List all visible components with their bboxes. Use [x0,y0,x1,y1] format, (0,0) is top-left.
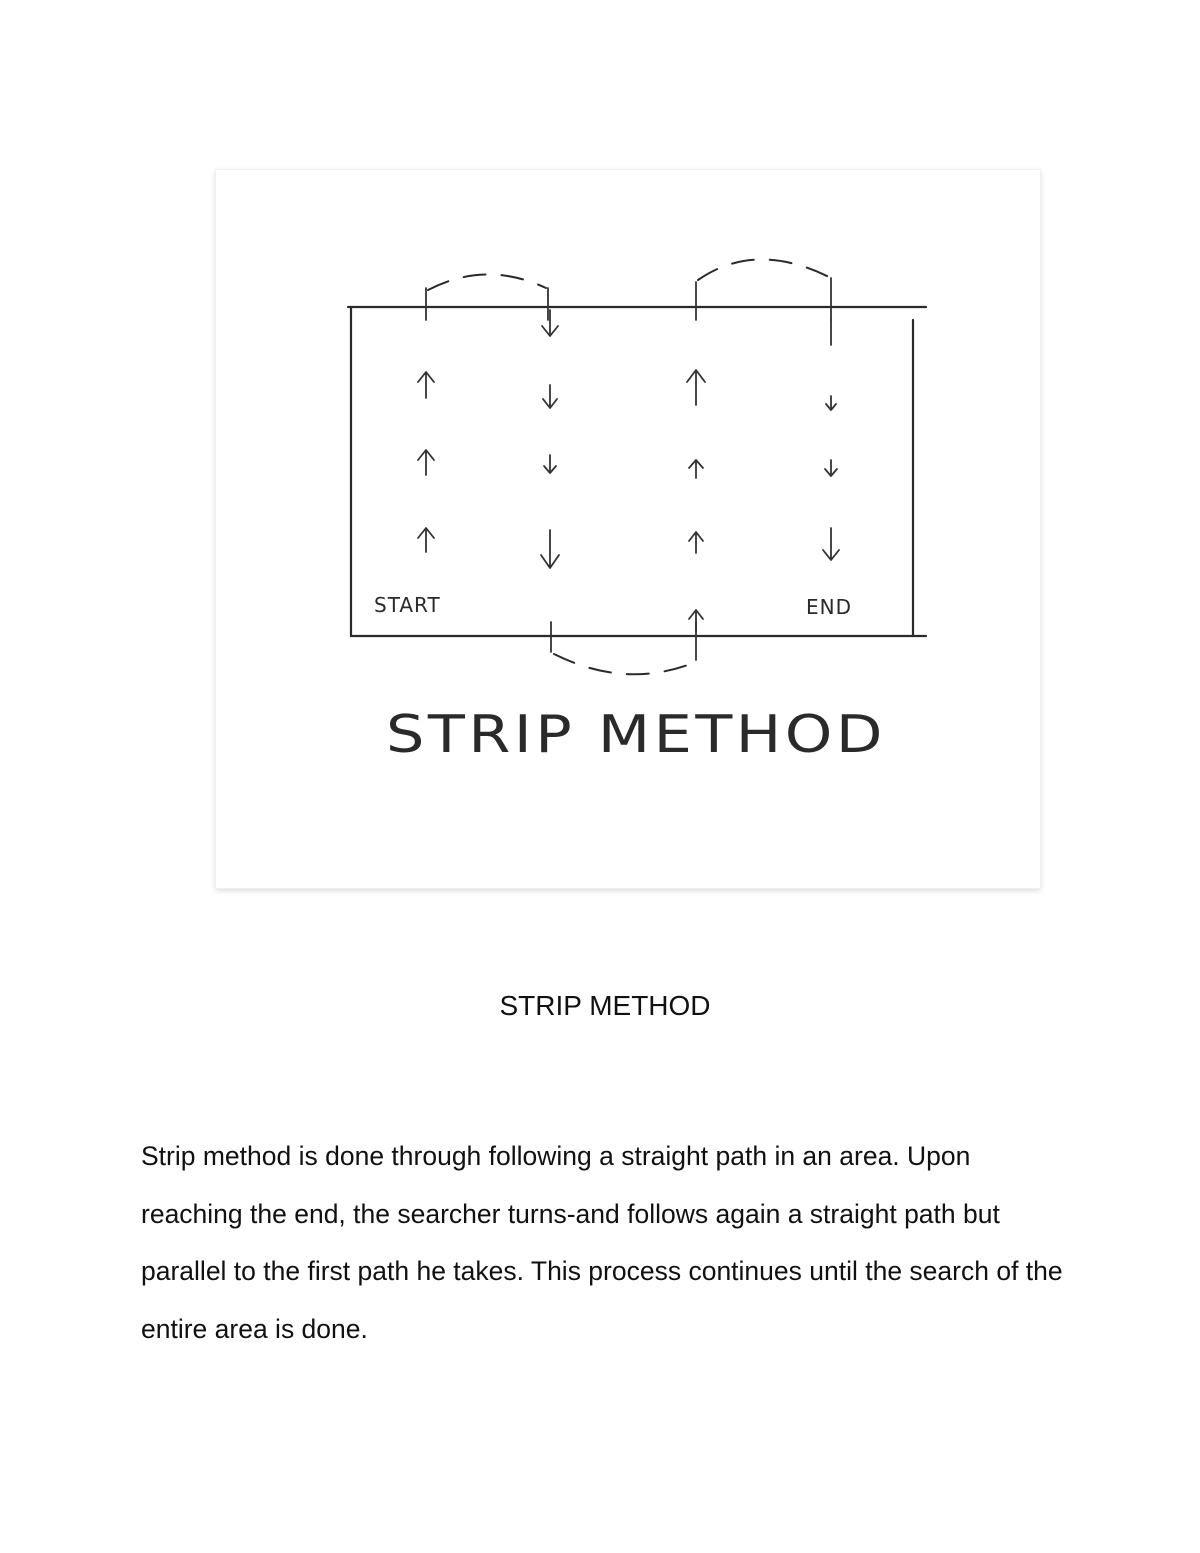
start-label: START [374,593,441,617]
lane-1-arrows-up [418,372,434,552]
strip-method-sketch [216,170,1040,888]
lane-4-arrows-down [823,320,839,560]
lane-ticks [426,278,831,660]
lane-3-arrows-up [687,370,705,632]
figure-caption: STRIP METHOD [499,990,711,1021]
handwritten-title: STRIP METHOD [386,705,886,765]
strip-method-sketch-image [216,170,1040,888]
lane-2-arrows-down [541,310,559,568]
search-area-boundary [348,307,926,636]
body-paragraph: Strip method is done through following a straight path in an area. Upon reaching the end, the searcher turns-and follows again a straight path but parallel to the first path he takes. This process continues until the search of the entire area is done. [141,1141,1063,1344]
turn-paths [428,259,831,674]
end-label: END [806,595,852,619]
